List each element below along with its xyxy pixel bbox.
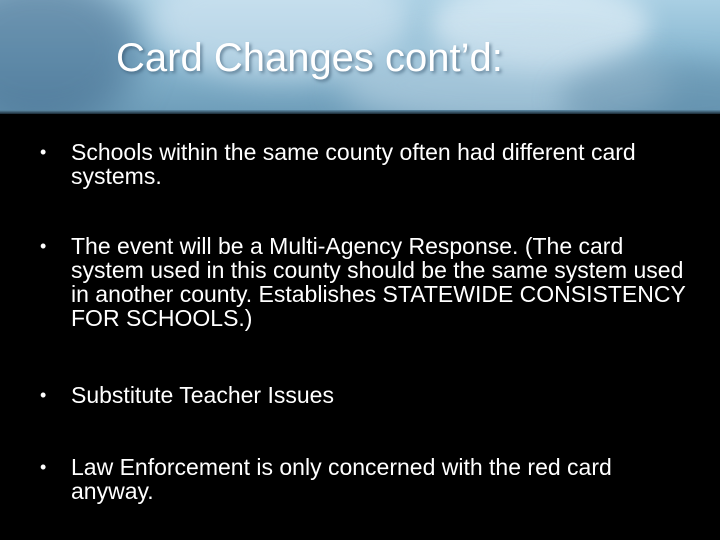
- bullet-text: Law Enforcement is only concerned with the red card anyway.: [71, 454, 612, 504]
- title-banner: [0, 0, 720, 114]
- bullet-text: The event will be a Multi-Agency Response. (The card system used in this county should be the same system used in another county. Establishes STATEWIDE CONSISTENCY FOR SCHOOLS.): [71, 233, 686, 331]
- list-item: [40, 140, 690, 188]
- bullet-text: Substitute Teacher Issues: [71, 382, 334, 408]
- bullet-marker: •: [40, 457, 47, 477]
- slide-title: Card Changes cont’d:: [116, 36, 503, 80]
- bullet-text: Schools within the same county often had different card systems.: [71, 139, 636, 189]
- bullet-marker: •: [40, 236, 47, 256]
- list-item: [40, 455, 690, 503]
- bullet-list: [40, 140, 690, 503]
- banner-divider: [0, 110, 720, 114]
- list-item: [40, 383, 690, 407]
- bullet-marker: •: [40, 385, 47, 405]
- bullet-marker: •: [40, 142, 47, 162]
- list-item: [40, 234, 690, 330]
